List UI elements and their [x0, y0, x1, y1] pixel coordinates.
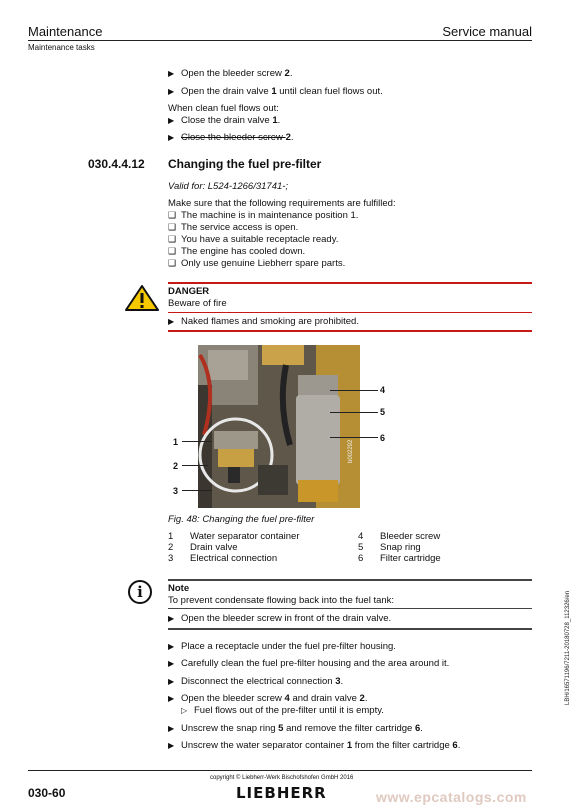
arrow-icon: ▶	[168, 116, 175, 125]
note-action: ▶ Open the bleeder screw in front of the drain valve.	[168, 613, 392, 624]
requirement-item: ❑ The service access is open.	[168, 222, 299, 233]
header-chapter: Maintenance	[28, 24, 103, 39]
leader-line-3	[182, 490, 212, 491]
legend-num: 1	[168, 531, 174, 542]
page-number: 030-60	[28, 786, 66, 800]
callout-5: 5	[380, 407, 386, 417]
warning-triangle-icon	[124, 284, 160, 312]
requirement-item: ❑ Only use genuine Liebherr spare parts.	[168, 258, 346, 269]
leader-line-2	[182, 465, 208, 466]
step-clean-housing: ▶ Carefully clean the fuel pre-filter housing and the area around it.	[168, 658, 450, 669]
legend-label: Snap ring	[380, 542, 421, 553]
legend-label: Electrical connection	[190, 553, 278, 564]
arrow-icon: ▶	[168, 133, 175, 142]
arrow-icon: ▶	[168, 87, 175, 96]
note-divider	[168, 608, 532, 609]
callout-4: 4	[380, 385, 386, 395]
watermark: www.epcatalogs.com	[376, 789, 527, 805]
figure-caption: Fig. 48: Changing the fuel pre-filter	[168, 514, 315, 525]
danger-action: ▶ Naked flames and smoking are prohibited.	[168, 316, 359, 327]
leader-line-5	[330, 412, 378, 413]
leader-line-1	[182, 441, 212, 442]
checkbox-icon: ❑	[168, 258, 177, 268]
requirement-item: ❑ The engine has cooled down.	[168, 246, 306, 257]
photo-code: b002292	[348, 439, 354, 463]
step-close-bleeder: ▶ Close the bleeder screw 2.	[168, 132, 294, 143]
info-icon: i	[128, 580, 152, 604]
arrow-icon: ▶	[168, 659, 175, 668]
checkbox-icon: ❑	[168, 246, 177, 256]
step-result: ▷ Fuel flows out of the pre-filter until it is empty.	[181, 705, 384, 716]
legend-num: 3	[168, 553, 174, 564]
arrow-icon: ▶	[168, 642, 175, 651]
document-code: LBH/16571196/7211-20180728_112326/en	[565, 590, 571, 705]
arrow-icon: ▶	[168, 69, 175, 78]
step-close-drain: ▶ Close the drain valve 1.	[168, 115, 281, 126]
legend-num: 4	[358, 531, 364, 542]
header-manual-type: Service manual	[442, 24, 532, 39]
copyright: copyright © Liebherr-Werk Bischofshofen GmbH 2016	[210, 775, 354, 781]
step-unscrew-snap-ring: ▶ Unscrew the snap ring 5 and remove the filter cartridge 6.	[168, 723, 423, 734]
requirements-intro: Make sure that the following requirements are fulfilled:	[168, 198, 396, 209]
step-unscrew-container: ▶ Unscrew the water separator container 1 from the filter cartridge 6.	[168, 740, 461, 751]
legend-label: Drain valve	[190, 542, 238, 553]
legend-label: Filter cartridge	[380, 553, 441, 564]
requirement-item: ❑ You have a suitable receptacle ready.	[168, 234, 339, 245]
checkbox-icon: ❑	[168, 210, 177, 220]
callout-1: 1	[173, 437, 179, 447]
header-subchapter: Maintenance tasks	[28, 43, 95, 52]
note-text: To prevent condensate flowing back into the fuel tank:	[168, 595, 395, 606]
note-rule	[168, 579, 532, 581]
result-arrow-icon: ▷	[181, 706, 188, 715]
arrow-icon: ▶	[168, 677, 175, 686]
arrow-icon: ▶	[168, 694, 175, 703]
callout-6: 6	[380, 433, 386, 443]
step-place-receptacle: ▶ Place a receptacle under the fuel pre-filter housing.	[168, 641, 396, 652]
arrow-icon: ▶	[168, 741, 175, 750]
header-rule	[28, 40, 532, 41]
danger-rule	[168, 282, 532, 284]
legend-label: Bleeder screw	[380, 531, 441, 542]
legend-num: 6	[358, 553, 364, 564]
fuel-filter-illustration	[198, 345, 360, 508]
checkbox-icon: ❑	[168, 222, 177, 232]
danger-divider	[168, 312, 532, 313]
legend-num: 2	[168, 542, 174, 553]
legend-num: 5	[358, 542, 364, 553]
step-open-bleeder: ▶ Open the bleeder screw 2.	[168, 68, 293, 79]
legend-label: Water separator container	[190, 531, 300, 542]
fuel-filter-photo	[173, 345, 386, 508]
callout-3: 3	[173, 486, 179, 496]
danger-subtitle: Beware of fire	[168, 298, 227, 309]
callout-2: 2	[173, 461, 179, 471]
checkbox-icon: ❑	[168, 234, 177, 244]
leader-line-6	[330, 437, 378, 438]
requirement-item: ❑ The machine is in maintenance position 1.	[168, 210, 359, 221]
step-open-drain: ▶ Open the drain valve 1 until clean fuel flows out.	[168, 86, 383, 97]
danger-bottom-rule	[168, 330, 532, 332]
section-title: Changing the fuel pre-filter	[168, 157, 322, 171]
leader-line-4	[330, 390, 378, 391]
section-number: 030.4.4.12	[88, 157, 145, 171]
arrow-icon: ▶	[168, 724, 175, 733]
liebherr-logo: LIEBHERR	[236, 784, 327, 802]
valid-for: Valid for: L524-1266/31741-;	[168, 181, 289, 192]
arrow-icon: ▶	[168, 614, 175, 623]
note-bottom-rule	[168, 628, 532, 630]
step-disconnect: ▶ Disconnect the electrical connection 3.	[168, 676, 344, 687]
arrow-icon: ▶	[168, 317, 175, 326]
footer-rule	[28, 770, 532, 771]
step-open-bleeder-drain: ▶ Open the bleeder screw 4 and drain valve 2.	[168, 693, 368, 704]
step-condition: When clean fuel flows out:	[168, 103, 279, 114]
note-title: Note	[168, 583, 190, 594]
danger-title: DANGER	[168, 286, 210, 297]
